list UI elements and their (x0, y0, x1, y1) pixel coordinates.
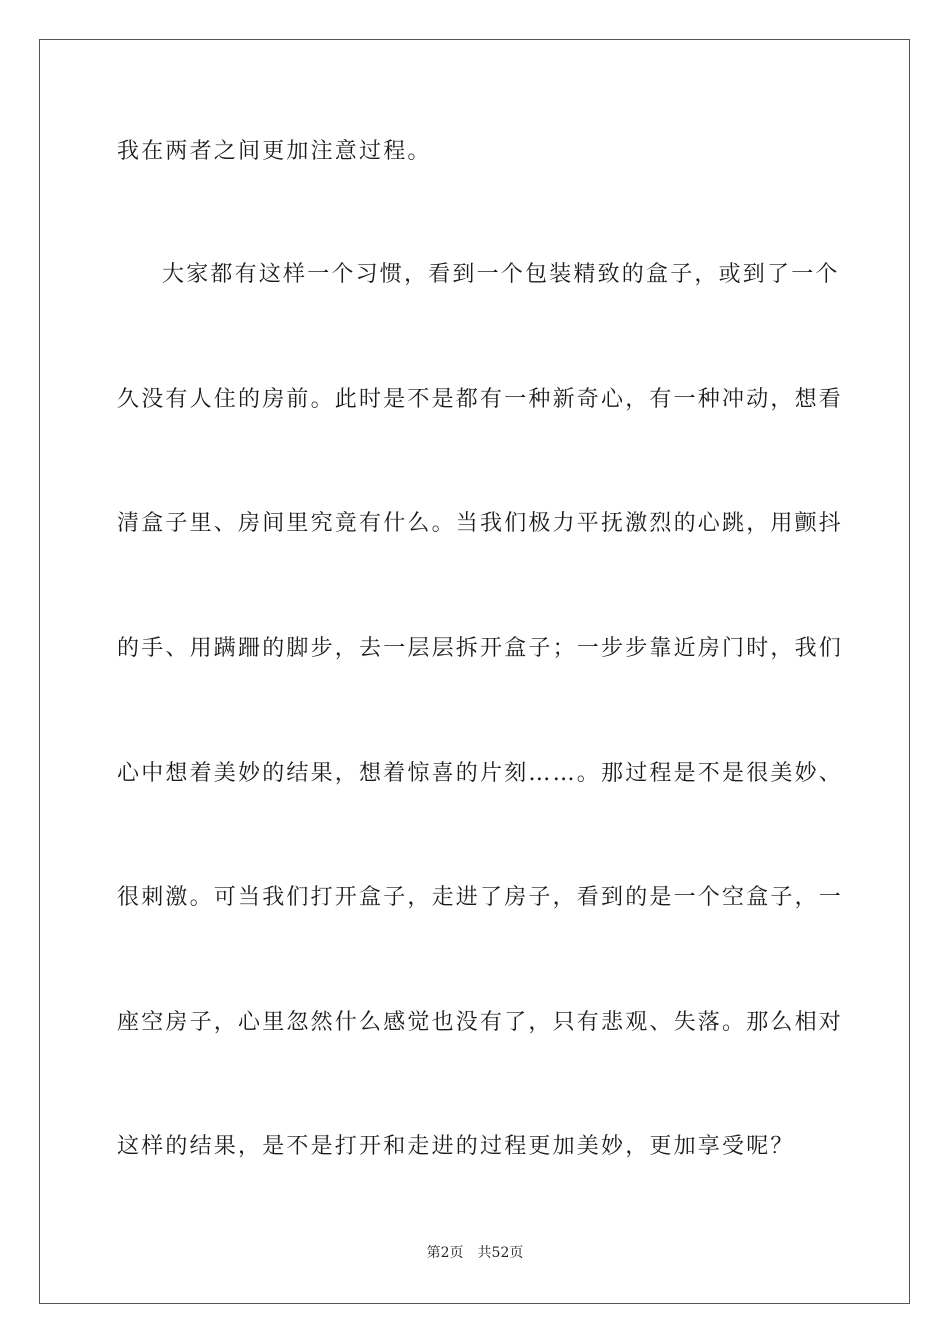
paragraph-line: 久没有人住的房前。此时是不是都有一种新奇心，有一种冲动，想看 (117, 387, 844, 412)
paragraph-line: 座空房子，心里忽然什么感觉也没有了，只有悲观、失落。那么相对 (117, 1010, 844, 1035)
paragraph-line: 我在两者之间更加注意过程。 (117, 139, 432, 164)
page-total: 共52页 (477, 1245, 524, 1261)
page-number: 第2页 (426, 1245, 464, 1261)
page-border (39, 39, 910, 1304)
paragraph-line: 的手、用蹒跚的脚步，去一层层拆开盒子；一步步靠近房门时，我们 (117, 636, 844, 661)
paragraph-line: 大家都有这样一个习惯，看到一个包装精致的盒子，或到了一个 (162, 262, 840, 287)
paragraph-line: 心中想着美妙的结果，想着惊喜的片刻……。那过程是不是很美妙、 (117, 761, 844, 786)
paragraph-line: 很刺激。可当我们打开盒子，走进了房子，看到的是一个空盒子，一 (117, 885, 844, 910)
page-footer (0, 1243, 950, 1263)
paragraph-line: 清盒子里、房间里究竟有什么。当我们极力平抚激烈的心跳，用颤抖 (117, 511, 844, 536)
paragraph-line: 这样的结果，是不是打开和走进的过程更加美妙，更加享受呢？ (117, 1134, 795, 1159)
